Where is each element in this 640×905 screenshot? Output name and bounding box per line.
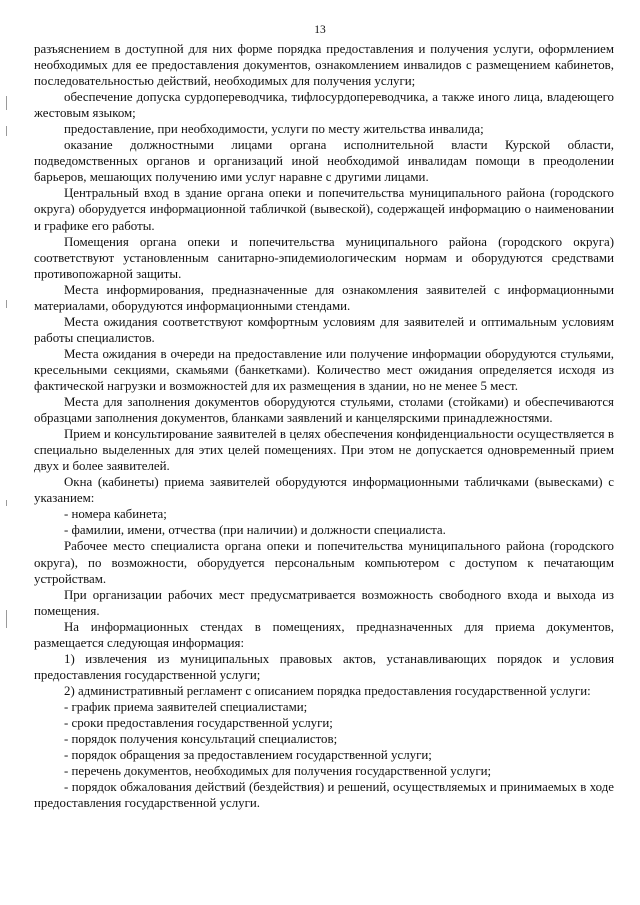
paragraph: Места информирования, предназначенные для ознакомления заявителей с информационными материалами, оборудуются информационными стендами. bbox=[34, 282, 614, 313]
paragraph: Прием и консультирование заявителей в целях обеспечения конфиденциальности осуществляется в специально выделенных для этих целей помещениях. При этом не допускается одновременный прием двух и более заявителей. bbox=[34, 427, 614, 474]
paragraph: - сроки предоставления государственной услуги; bbox=[64, 715, 333, 730]
paragraph: Окна (кабинеты) приема заявителей оборудуются информационными табличками (вывесками) с указанием: bbox=[34, 475, 614, 506]
paragraph: - номера кабинета; bbox=[64, 507, 167, 522]
paragraph: Места для заполнения документов оборудуются стульями, столами (стойками) и обеспечиваются образцами заполнения документов, бланками заявлений и канцелярскими принадлежностями. bbox=[34, 395, 614, 426]
paragraph: 1) извлечения из муниципальных правовых актов, устанавливающих порядок и условия предоставления государственной услуги; bbox=[34, 651, 614, 682]
paragraph: обеспечение допуска сурдопереводчика, тифлосурдопереводчика, а также иного лица, владеющего жестовым языком; bbox=[34, 90, 614, 121]
paragraph: Помещения органа опеки и попечительства муниципального района (городского округа) соответствуют установленным санитарно-эпидемиологическим нормам и оборудуются средствами противопожарной защиты. bbox=[34, 234, 614, 281]
paragraph: - фамилии, имени, отчества (при наличии) и должности специалиста. bbox=[64, 523, 446, 538]
page-number: 13 bbox=[314, 24, 326, 36]
paragraph: оказание должностными лицами органа исполнительной власти Курской области, подведомственных органов и организаций иной необходимой инвалидам помощи в преодолении барьеров, мешающих получению ими услуг наравне с другими лицами. bbox=[34, 138, 614, 185]
paragraph: На информационных стендах в помещениях, предназначенных для приема документов, размещается следующая информация: bbox=[34, 619, 614, 650]
document-body bbox=[34, 41, 614, 811]
paragraph: - порядок обжалования действий (бездействия) и решений, осуществляемых и принимаемых в ходе предоставления государственной услуги. bbox=[34, 780, 614, 811]
paragraph: Места ожидания соответствуют комфортным условиям для заявителей и оптимальным условиям работы специалистов. bbox=[34, 314, 614, 345]
paragraph: разъяснением в доступной для них форме порядка предоставления и получения услуги, оформлением необходимых для ее предоставления документов, ознакомлением инвалидов с размещением кабинетов, последовательностью действий, необходимых для получения услуги; bbox=[34, 42, 614, 89]
paragraph: - порядок обращения за предоставлением государственной услуги; bbox=[64, 748, 432, 763]
paragraph: - перечень документов, необходимых для получения государственной услуги; bbox=[64, 764, 492, 779]
paragraph: Центральный вход в здание органа опеки и попечительства муниципального района (городского округа) оборудуется информационной табличкой (вывеской), содержащей информацию о наименовании и графике его работы. bbox=[34, 186, 614, 233]
paragraph: Рабочее место специалиста органа опеки и попечительства муниципального района (городского округа), по возможности, оборудуется персональным компьютером с доступом к печатающим устройствам. bbox=[34, 539, 614, 586]
scan-margin-marks bbox=[6, 0, 10, 905]
paragraph: Места ожидания в очереди на предоставление или получение информации оборудуются стульями, кресельными секциями, скамьями (банкетками). Количество мест ожидания определяется исходя из фактической нагрузки и возможностей для их размещения в здании, но не менее 5 мест. bbox=[34, 346, 614, 393]
paragraph: - график приема заявителей специалистами; bbox=[64, 699, 308, 714]
paragraph: 2) административный регламент с описанием порядка предоставления государственной услуги: bbox=[64, 683, 591, 698]
paragraph: предоставление, при необходимости, услуги по месту жительства инвалида; bbox=[64, 122, 484, 137]
paragraph: - порядок получения консультаций специалистов; bbox=[64, 732, 338, 747]
paragraph: При организации рабочих мест предусматривается возможность свободного входа и выхода из помещения. bbox=[34, 587, 614, 618]
